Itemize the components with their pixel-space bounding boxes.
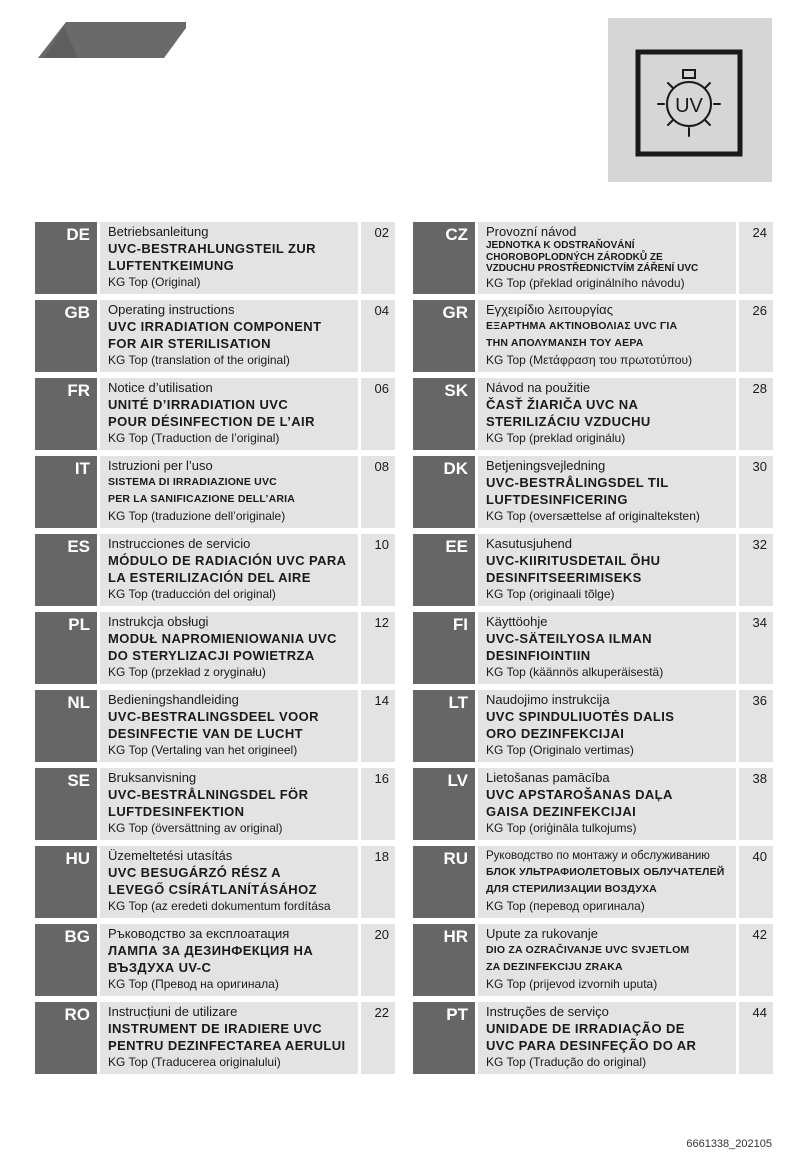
product-title-line: UVC SPINDULIUOTĖS DALIS xyxy=(486,709,675,724)
page-number: 14 xyxy=(361,690,395,762)
translation-note: KG Top (oversættelse af originalteksten) xyxy=(486,509,700,523)
language-entry-es[interactable] xyxy=(35,534,395,606)
page-number: 42 xyxy=(739,924,773,996)
translation-note: KG Top (перевод оригинала) xyxy=(486,899,645,913)
document-type: Instruções de serviço xyxy=(486,1004,609,1019)
product-title-line: UVC-BESTRÅLINGSDEL TIL xyxy=(486,475,669,490)
language-code: SK xyxy=(413,378,475,450)
document-type: Bruksanvisning xyxy=(108,770,197,785)
translation-note: KG Top (Превод на оригинала) xyxy=(108,977,279,991)
document-type: Betjeningsvejledning xyxy=(486,458,606,473)
product-title-line: MODUŁ NAPROMIENIOWANIA UVC xyxy=(108,631,337,646)
product-title-line: DESINFECTIE VAN DE LUCHT xyxy=(108,726,303,741)
language-entry-nl[interactable] xyxy=(35,690,395,762)
product-title-line: LEVEGŐ CSÍRÁTLANÍTÁSÁHOZ xyxy=(108,882,317,897)
document-type: Instrucțiuni de utilizare xyxy=(108,1004,238,1019)
language-entry-ru[interactable] xyxy=(413,846,773,918)
language-code: RU xyxy=(413,846,475,918)
page-number: 36 xyxy=(739,690,773,762)
language-description xyxy=(100,768,358,840)
product-title-line: FOR AIR STERILISATION xyxy=(108,336,271,351)
language-description xyxy=(100,924,358,996)
language-code: ES xyxy=(35,534,97,606)
product-title-line: UVC-BESTRALINGSDEEL VOOR xyxy=(108,709,319,724)
document-type: Provozní návod xyxy=(486,224,577,239)
product-title-line: LUFTENTKEIMUNG xyxy=(108,258,235,273)
document-type: Üzemeltetési utasítás xyxy=(108,848,233,863)
translation-note: KG Top (Traduction de l’original) xyxy=(108,431,280,445)
page-number: 28 xyxy=(739,378,773,450)
page-number: 12 xyxy=(361,612,395,684)
language-description xyxy=(478,456,736,528)
product-title-line: VZDUCHU PROSTŘEDNICTVÍM ZÁŘENÍ UVC xyxy=(486,263,699,274)
wolf-logo-graphic xyxy=(36,18,188,70)
language-entry-fi[interactable] xyxy=(413,612,773,684)
page-number: 44 xyxy=(739,1002,773,1074)
language-entry-hu[interactable] xyxy=(35,846,395,918)
product-title-line: LUFTDESINFICERING xyxy=(486,492,628,507)
document-type: Käyttöohje xyxy=(486,614,548,629)
product-title-line: PER LA SANIFICAZIONE DELL’ARIA xyxy=(108,493,296,505)
uv-text: UV xyxy=(675,95,703,117)
language-description xyxy=(478,1002,736,1074)
translation-note: KG Top (Vertaling van het origineel) xyxy=(108,743,298,757)
product-title-line: CHOROBOPLODNÝCH ZÁRODKŮ ZE xyxy=(486,251,663,263)
language-description xyxy=(100,378,358,450)
translation-note: KG Top (originaali tõlge) xyxy=(486,587,615,601)
translation-note: KG Top (Tradução do original) xyxy=(486,1055,647,1069)
product-title-line: UNIDADE DE IRRADIAÇÃO DE xyxy=(486,1021,685,1036)
product-title-line: UNITÉ D’IRRADIATION UVC xyxy=(108,397,289,412)
document-type: Kasutusjuhend xyxy=(486,536,573,551)
uv-lamp-icon xyxy=(608,18,772,182)
language-entry-ee[interactable] xyxy=(413,534,773,606)
language-description xyxy=(478,378,736,450)
product-title-line: ORO DEZINFEKCIJAI xyxy=(486,726,625,741)
language-entry-de[interactable] xyxy=(35,222,395,294)
document-type: Ръководство за експлоатация xyxy=(108,926,290,941)
language-code: HR xyxy=(413,924,475,996)
page-number: 08 xyxy=(361,456,395,528)
page-number: 04 xyxy=(361,300,395,372)
product-title-line: UVC-BESTRÅLNINGSDEL FÖR xyxy=(108,787,309,802)
language-description xyxy=(100,222,358,294)
language-column-left xyxy=(35,222,395,1080)
language-description xyxy=(100,612,358,684)
language-description xyxy=(478,690,736,762)
language-code: HU xyxy=(35,846,97,918)
page-number: 10 xyxy=(361,534,395,606)
product-title-line: LA ESTERILIZACIÓN DEL AIRE xyxy=(108,570,311,585)
language-description xyxy=(478,768,736,840)
translation-note: KG Top (traduzione dell’originale) xyxy=(108,509,286,523)
page-number: 18 xyxy=(361,846,395,918)
language-code: CZ xyxy=(413,222,475,294)
document-type: Bedieningshandleiding xyxy=(108,692,239,707)
uv-symbol-box xyxy=(608,18,772,182)
language-entry-bg[interactable] xyxy=(35,924,395,996)
language-description xyxy=(478,612,736,684)
language-code: GB xyxy=(35,300,97,372)
product-title-line: UVC-KIIRITUSDETAIL ÕHU xyxy=(486,553,661,568)
product-title-line: SISTEMA DI IRRADIAZIONE UVC xyxy=(108,476,277,488)
product-title-line: STERILIZÁCIU VZDUCHU xyxy=(486,414,651,429)
product-title-line: ΤΗΝ ΑΠΟΛΥΜΑΝΣΗ ΤΟΥ ΑΕΡΑ xyxy=(486,337,644,349)
translation-note: KG Top (przekład z oryginału) xyxy=(108,665,266,679)
product-title-line: GAISA DEZINFEKCIJAI xyxy=(486,804,637,819)
page-number: 40 xyxy=(739,846,773,918)
language-code: DK xyxy=(413,456,475,528)
product-title-line: POUR DÉSINFECTION DE L’AIR xyxy=(108,414,315,429)
page-number: 22 xyxy=(361,1002,395,1074)
language-entry-lt[interactable] xyxy=(413,690,773,762)
language-description xyxy=(478,924,736,996)
language-entry-sk[interactable] xyxy=(413,378,773,450)
product-title-line: DESINFITSEERIMISEKS xyxy=(486,570,642,585)
translation-note: KG Top (traducción del original) xyxy=(108,587,276,601)
product-title-line: DIO ZA OZRAČIVANJE UVC SVJETLOM xyxy=(486,944,690,956)
language-code: NL xyxy=(35,690,97,762)
translation-note: KG Top (Originalo vertimas) xyxy=(486,743,634,757)
document-type: Upute za rukovanje xyxy=(486,926,599,941)
product-title-line: MÓDULO DE RADIACIÓN UVC PARA xyxy=(108,553,347,568)
product-title-line: INSTRUMENT DE IRADIERE UVC xyxy=(108,1021,323,1036)
language-code: FR xyxy=(35,378,97,450)
language-description xyxy=(100,534,358,606)
translation-note: KG Top (Traducerea originalului) xyxy=(108,1055,281,1069)
language-entry-gr[interactable] xyxy=(413,300,773,372)
document-type: Operating instructions xyxy=(108,302,235,317)
language-entry-cz[interactable] xyxy=(413,222,773,294)
translation-note: KG Top (översättning av original) xyxy=(108,821,283,835)
language-description xyxy=(100,456,358,528)
language-description xyxy=(100,1002,358,1074)
wolf-logo xyxy=(36,18,188,70)
language-entry-pt[interactable] xyxy=(413,1002,773,1074)
product-title-line: UVC APSTAROŠANAS DAĻA xyxy=(486,787,673,802)
language-code: RO xyxy=(35,1002,97,1074)
translation-note: KG Top (překlad originálního návodu) xyxy=(486,275,685,290)
document-type: Naudojimo instrukcija xyxy=(486,692,610,707)
document-type: Notice d’utilisation xyxy=(108,380,213,395)
page-number: 24 xyxy=(739,222,773,294)
language-code: EE xyxy=(413,534,475,606)
language-code: LV xyxy=(413,768,475,840)
language-description xyxy=(478,222,736,294)
language-entry-gb[interactable] xyxy=(35,300,395,372)
document-type: Руководство по монтажу и обслуживанию xyxy=(486,850,710,862)
product-title-line: JEDNOTKA K ODSTRAŇOVÁNÍ xyxy=(486,240,635,251)
document-type: Instrucciones de servicio xyxy=(108,536,251,551)
language-description xyxy=(100,846,358,918)
language-code: PL xyxy=(35,612,97,684)
document-type: Lietošanas pamācība xyxy=(486,770,610,785)
product-title-line: ČASŤ ŽIARIČA UVC NA xyxy=(486,397,639,412)
language-entry-it[interactable] xyxy=(35,456,395,528)
language-entry-fr[interactable] xyxy=(35,378,395,450)
language-column-right xyxy=(413,222,773,1080)
translation-note: KG Top (Original) xyxy=(108,275,201,289)
translation-note: KG Top (käännös alkuperäisestä) xyxy=(486,665,664,679)
translation-note: KG Top (Μετάφραση του πρωτοτύπου) xyxy=(486,353,693,367)
document-type: Instrukcja obsługi xyxy=(108,614,209,629)
page-number: 32 xyxy=(739,534,773,606)
page-number: 34 xyxy=(739,612,773,684)
language-description xyxy=(100,690,358,762)
product-title-line: UVC PARA DESINFEÇÃO DO AR xyxy=(486,1038,697,1053)
product-title-line: ΕΞΑΡΤΗΜΑ ΑΚΤΙΝΟΒΟΛΙΑΣ UVC ΓΙΑ xyxy=(486,320,678,332)
product-title-line: DO STERYLIZACJI POWIETRZA xyxy=(108,648,315,663)
language-description xyxy=(478,300,736,372)
language-entry-dk[interactable] xyxy=(413,456,773,528)
language-entry-lv[interactable] xyxy=(413,768,773,840)
product-title-line: ДЛЯ СТЕРИЛИЗАЦИИ ВОЗДУХА xyxy=(486,883,657,895)
language-code: IT xyxy=(35,456,97,528)
language-entry-ro[interactable] xyxy=(35,1002,395,1074)
document-type: Betriebsanleitung xyxy=(108,224,209,239)
page-number: 06 xyxy=(361,378,395,450)
language-code: PT xyxy=(413,1002,475,1074)
language-code: SE xyxy=(35,768,97,840)
page-number: 26 xyxy=(739,300,773,372)
product-title-line: ZA DEZINFEKCIJU ZRAKA xyxy=(486,961,623,973)
document-type: Istruzioni per l’uso xyxy=(108,458,213,473)
language-entry-pl[interactable] xyxy=(35,612,395,684)
language-description xyxy=(478,534,736,606)
page-number: 38 xyxy=(739,768,773,840)
language-code: BG xyxy=(35,924,97,996)
translation-note: KG Top (translation of the original) xyxy=(108,353,290,367)
language-description xyxy=(478,846,736,918)
translation-note: KG Top (oriģināla tulkojums) xyxy=(486,821,637,835)
product-title-line: DESINFIOINTIIN xyxy=(486,648,591,663)
product-title-line: LUFTDESINFEKTION xyxy=(108,804,245,819)
language-entry-se[interactable] xyxy=(35,768,395,840)
page-number: 02 xyxy=(361,222,395,294)
language-code: DE xyxy=(35,222,97,294)
product-title-line: UVC-SÄTEILYOSA ILMAN xyxy=(486,631,652,646)
product-title-line: UVC BESUGÁRZÓ RÉSZ A xyxy=(108,865,281,880)
product-title-line: ВЪЗДУХА UV-C xyxy=(108,960,212,975)
document-type: Εγχειρίδιο λειτουργίας xyxy=(486,302,613,317)
page-number: 16 xyxy=(361,768,395,840)
translation-note: KG Top (az eredeti dokumentum fordítása xyxy=(108,899,331,913)
product-title-line: UVC-BESTRAHLUNGSTEIL ZUR xyxy=(108,241,316,256)
product-title-line: UVC IRRADIATION COMPONENT xyxy=(108,319,322,334)
translation-note: KG Top (preklad originálu) xyxy=(486,431,626,445)
product-title-line: PENTRU DEZINFECTAREA AERULUI xyxy=(108,1038,346,1053)
language-entry-hr[interactable] xyxy=(413,924,773,996)
page-number: 20 xyxy=(361,924,395,996)
page-number: 30 xyxy=(739,456,773,528)
language-code: GR xyxy=(413,300,475,372)
document-type: Návod na použitie xyxy=(486,380,591,395)
language-code: FI xyxy=(413,612,475,684)
product-title-line: БЛОК УЛЬТРАФИОЛЕТОВЫХ ОБЛУЧАТЕЛЕЙ xyxy=(486,866,725,878)
document-number: 6661338_202105 xyxy=(686,1138,772,1150)
language-code: LT xyxy=(413,690,475,762)
translation-note: KG Top (prijevod izvornih uputa) xyxy=(486,977,658,991)
language-description xyxy=(100,300,358,372)
product-title-line: ЛАМПА ЗА ДЕЗИНФЕКЦИЯ НА xyxy=(108,943,314,958)
